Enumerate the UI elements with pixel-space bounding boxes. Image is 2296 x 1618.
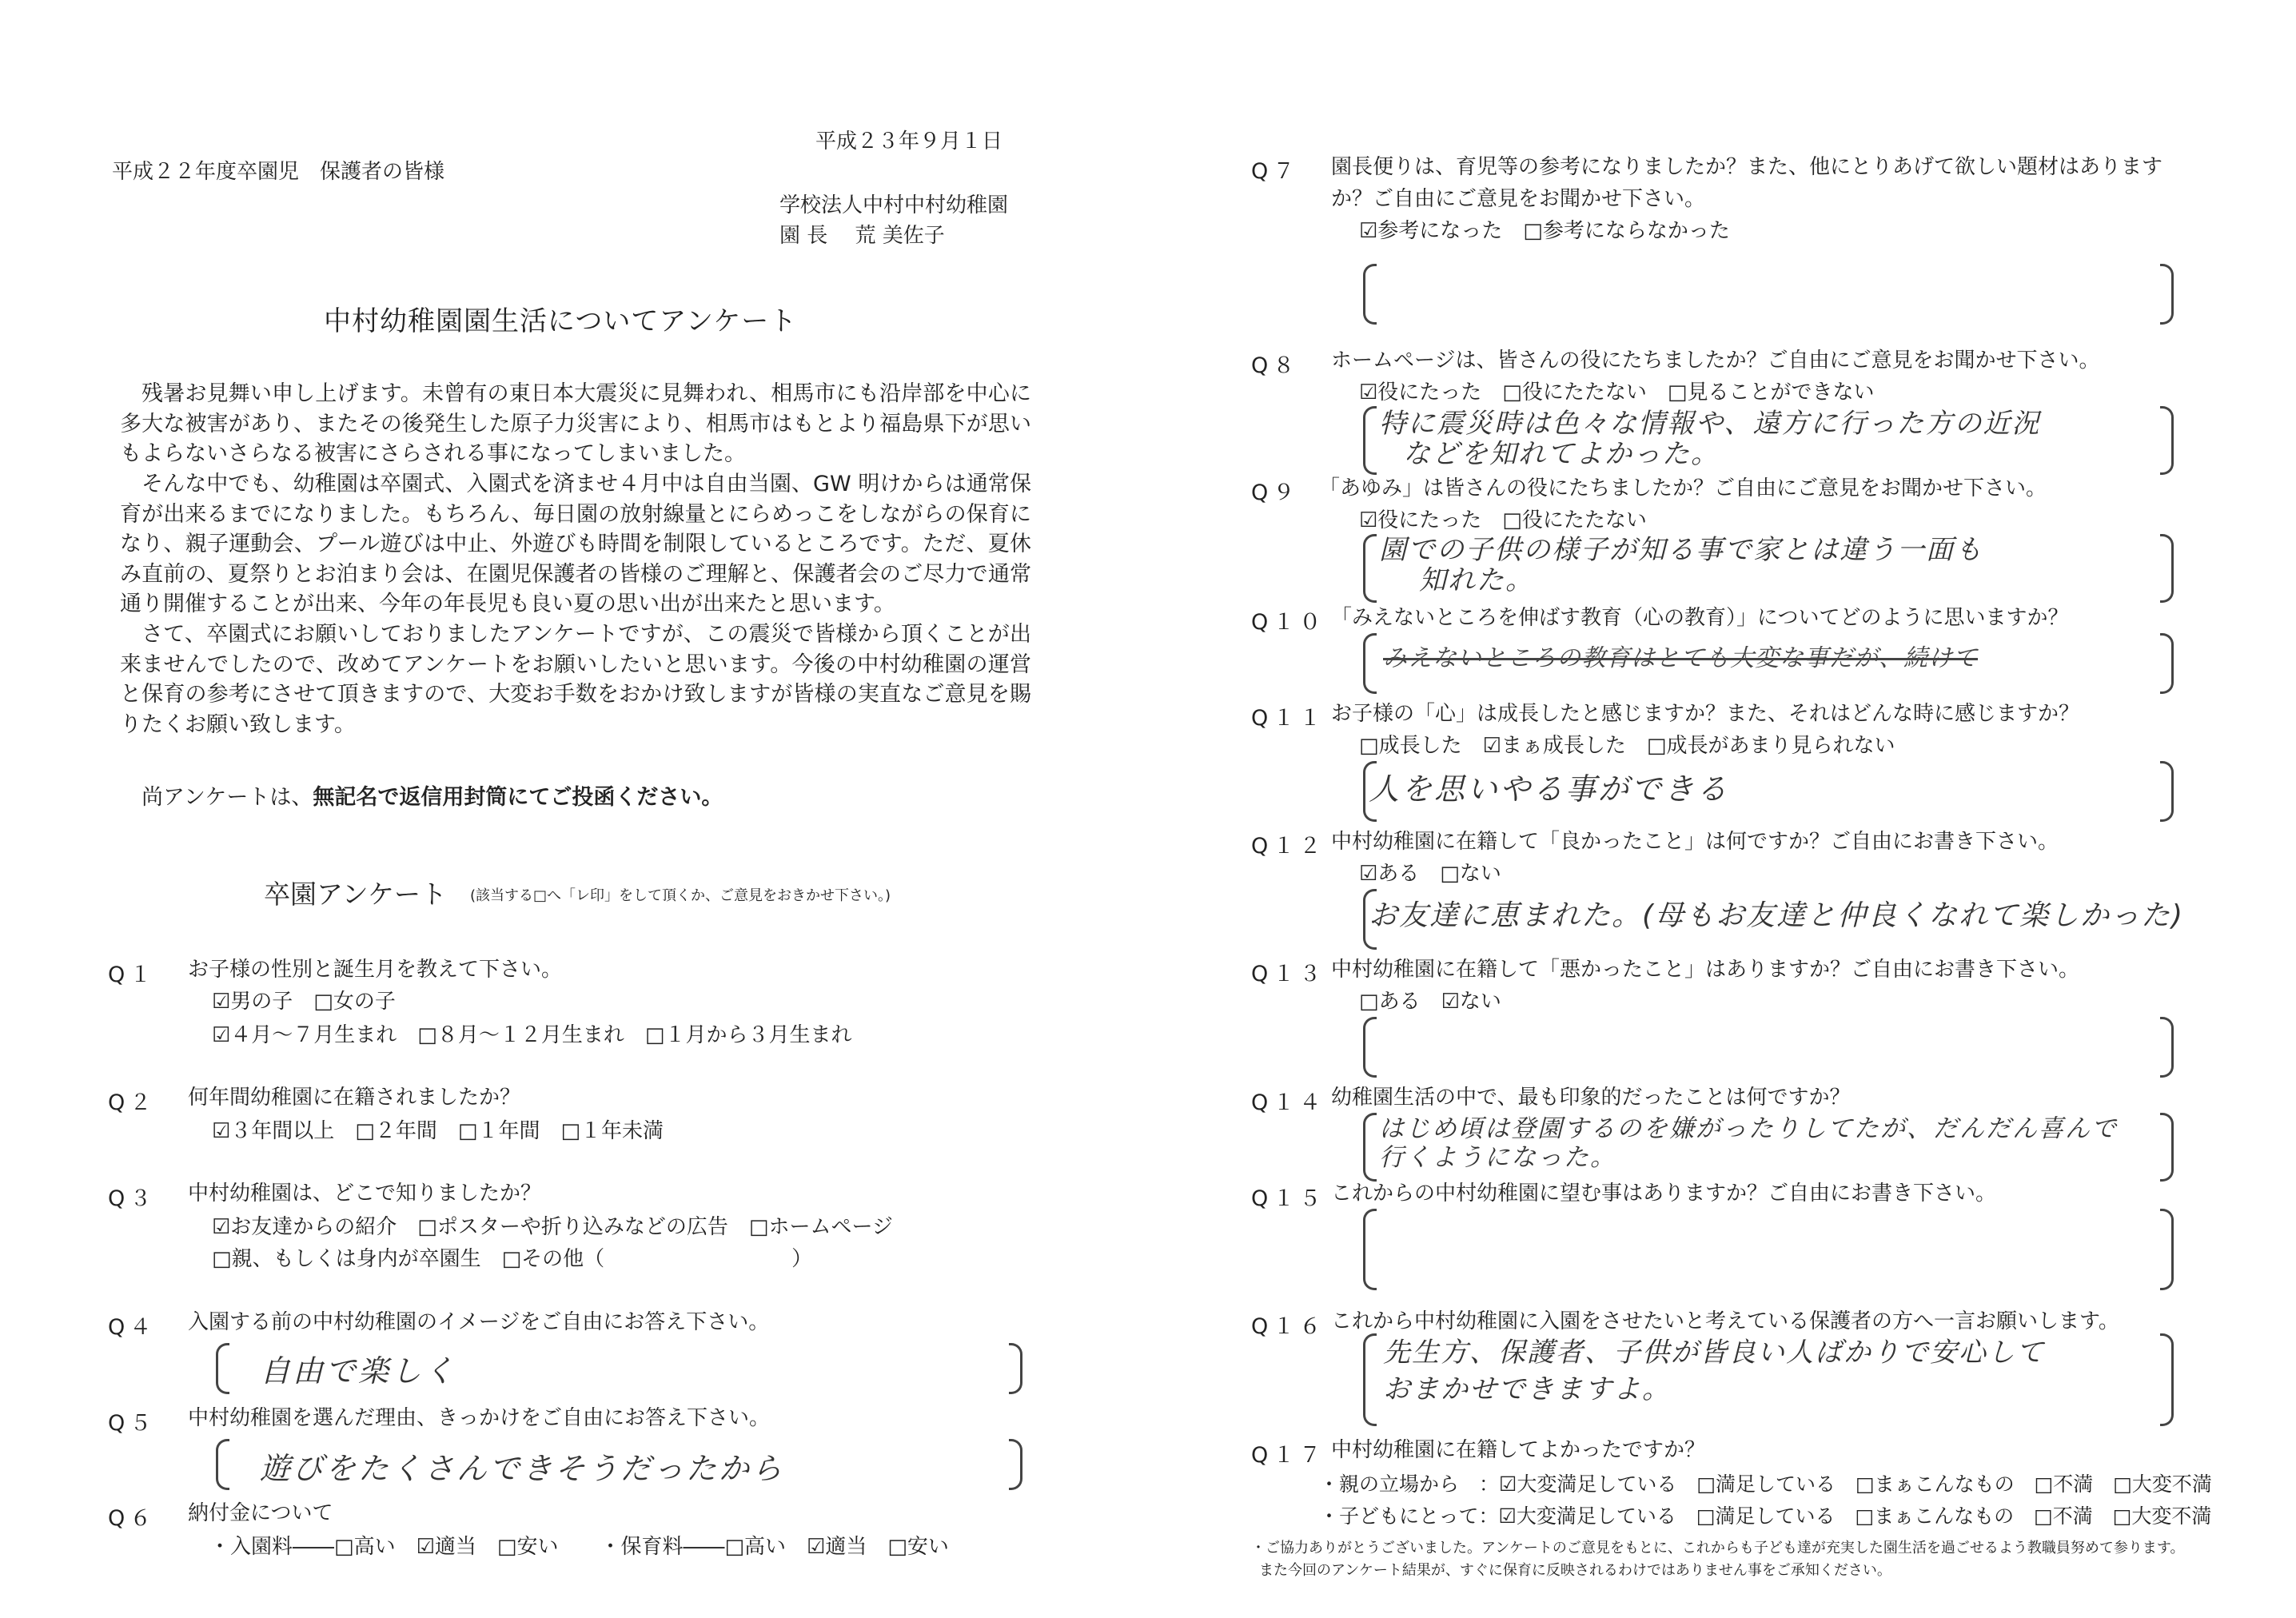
- q10-answer-struck[interactable]: みえないところの教育はとても大変な事だが、続けて: [1383, 644, 1978, 672]
- q17-options-child[interactable]: ・子どもにとって：☑大変満足している □満足している □まぁこんなもの □不満 □大変不満: [1319, 1504, 2212, 1528]
- q11-question: お子様の「心」は成長したと感じますか？また、それはどんな時に感じますか？: [1331, 702, 2080, 726]
- q16-answer-bracket-right: [2160, 1333, 2174, 1426]
- organization-name: 学校法人中村中村幼稚園: [779, 193, 1009, 217]
- q7-number: Q７: [1251, 159, 1300, 184]
- section-note: (該当する□へ「レ印」をして頂くか、ご意見をおきかせ下さい。): [470, 887, 891, 904]
- q3-number: Q３: [108, 1186, 157, 1211]
- q4-question: 入園する前の中村幼稚園のイメージをご自由にお答え下さい。: [188, 1310, 770, 1334]
- q10-answer-bracket-right: [2160, 633, 2174, 694]
- q8-answer-line2[interactable]: などを知れてよかった。: [1403, 438, 1720, 470]
- q15-answer-bracket-left: [1363, 1209, 1377, 1290]
- q9-answer-line2[interactable]: 知れた。: [1419, 564, 1534, 596]
- q13-options[interactable]: □ある ☑ない: [1359, 990, 1501, 1014]
- q16-number: Q１６: [1251, 1314, 1326, 1339]
- addressee: 平成２２年度卒園児 保護者の皆様: [112, 160, 445, 184]
- q7-answer-bracket-left: [1363, 264, 1377, 325]
- q8-number: Q８: [1251, 353, 1300, 378]
- q11-answer-bracket-right: [2160, 761, 2174, 822]
- intro-note: 尚アンケートは、: [142, 785, 313, 810]
- q5-number: Q５: [108, 1411, 157, 1436]
- q13-answer-bracket-right: [2160, 1017, 2174, 1078]
- q5-answer[interactable]: 遊びをたくさんできそうだったから: [260, 1451, 785, 1486]
- q2-question: 何年間幼稚園に在籍されましたか？: [188, 1086, 521, 1110]
- q14-answer-line2[interactable]: 行くようになった。: [1379, 1143, 1616, 1172]
- q12-question: 中村幼稚園に在籍して「良かったこと」は何ですか？ご自由にお書き下さい。: [1331, 830, 2059, 854]
- q1-options-birth-month[interactable]: ☑４月～７月生まれ □８月～１２月生まれ □１月から３月生まれ: [212, 1023, 852, 1047]
- q2-number: Q２: [108, 1090, 157, 1115]
- intro-note-bold: 無記名で返信用封筒にてご投函ください。: [313, 785, 723, 810]
- q10-question: 「みえないところを伸ばす教育（心の教育）」についてどのように思いますか？: [1331, 606, 2069, 630]
- q6-options[interactable]: ・入園料――□高い ☑適当 □安い ・保育料――□高い ☑適当 □安い: [209, 1535, 949, 1559]
- intro-paragraph-2: そんな中でも、幼稚園は卒園式、入園式を済ませ４月中は自由当園、GW 明けからは通常保育が出来るまでになりました。もちろん、毎日園の放射線量とにらめっこをしながらの保育になり、親子運動会、プール遊びは中止、外遊びも時間を制限しているところです。ただ、夏休み直前の、夏祭りとお泊まり会は、在園児保護者の皆様のご理解と、保護者会のご尽力で通常通り開催することが出来、今年の年長児も良い夏の思い出が出来たと思います。: [120, 472, 1031, 617]
- q10-number: Q１０: [1251, 610, 1326, 635]
- q14-number: Q１４: [1251, 1090, 1326, 1115]
- q9-question: 「あゆみ」は皆さんの役にたちましたか？ご自由にご意見をお聞かせ下さい。: [1319, 476, 2047, 500]
- q5-answer-bracket-left: [216, 1439, 229, 1490]
- section-title: 卒園アンケート: [264, 879, 448, 910]
- q9-number: Q９: [1251, 480, 1300, 505]
- footer-note: また今回のアンケート結果が、すぐに保育に反映されるわけではありません事をご承知ください。: [1259, 1562, 1891, 1579]
- q8-answer-bracket-right: [2160, 406, 2174, 475]
- q3-options-2[interactable]: □親、もしくは身内が卒園生 □その他（ ）: [212, 1247, 813, 1271]
- q1-options-gender[interactable]: ☑男の子 □女の子: [212, 990, 396, 1014]
- page-title: 中村幼稚園園生活についてアンケート: [324, 305, 798, 337]
- q3-question: 中村幼稚園は、どこで知りましたか？: [188, 1182, 542, 1206]
- q13-answer-bracket-left: [1363, 1017, 1377, 1078]
- q6-question: 納付金について: [188, 1501, 333, 1525]
- q13-number: Q１３: [1251, 962, 1326, 986]
- q9-answer-bracket-left: [1363, 534, 1377, 603]
- intro-paragraph-1: 残暑お見舞い申し上げます。未曾有の東日本大震災に見舞われ、相馬市にも沿岸部を中心に多大な被害があり、またその後発生した原子力災害により、相馬市はもとより福島県下が思いもよらないさらなる被害にさらされる事になってしまいました。: [120, 381, 1031, 467]
- q4-answer[interactable]: 自由で楽しく: [260, 1353, 457, 1389]
- q14-answer-line1[interactable]: はじめ頃は登園するのを嫌がったりしてたが、だんだん喜んで: [1379, 1114, 2118, 1143]
- q17-options-parent[interactable]: ・親の立場から ：☑大変満足している □満足している □まぁこんなもの □不満 □大変不満: [1319, 1473, 2212, 1496]
- principal-name: 園 長 荒 美佐子: [779, 224, 945, 248]
- q4-number: Q４: [108, 1315, 157, 1340]
- q4-answer-bracket-left: [216, 1343, 229, 1394]
- intro-paragraph-3: さて、卒園式にお願いしておりましたアンケートですが、この震災で皆様から頂くことが出来ませんでしたので、改めてアンケートをお願いしたいと思います。今後の中村幼稚園の運営と保育の参考にさせて頂きますので、大変お手数をおかけ致しますが皆様の実直なご意見を賜りたくお願い致します。: [120, 622, 1031, 737]
- q8-options[interactable]: ☑役にたった □役にたたない □見ることができない: [1359, 381, 1875, 404]
- q8-question: ホームページは、皆さんの役にたちましたか？ご自由にご意見をお聞かせ下さい。: [1331, 349, 2100, 373]
- q11-answer[interactable]: 人を思いやる事ができる: [1369, 771, 1730, 807]
- q6-number: Q６: [108, 1506, 157, 1531]
- q14-question: 幼稚園生活の中で、最も印象的だったことは何ですか？: [1331, 1086, 1851, 1110]
- q17-number: Q１７: [1251, 1443, 1326, 1468]
- q11-number: Q１１: [1251, 706, 1326, 731]
- q4-answer-bracket-right: [1009, 1343, 1022, 1394]
- q16-answer-line1[interactable]: 先生方、保護者、子供が皆良い人ばかりで安心して: [1383, 1337, 2045, 1369]
- q7-question-line2: か？ご自由にご意見をお聞かせ下さい。: [1331, 187, 1706, 211]
- q8-answer-line1[interactable]: 特に震災時は色々な情報や、遠方に行った方の近況: [1379, 408, 2041, 440]
- q13-question: 中村幼稚園に在籍して「悪かったこと」はありますか？ご自由にお書き下さい。: [1331, 958, 2080, 982]
- survey-date: 平成２３年９月１日: [815, 130, 1003, 153]
- q7-question-line1: 園長便りは、育児等の参考になりましたか？また、他にとりあげて欲しい題材はあります: [1331, 155, 2163, 179]
- q9-answer-line1[interactable]: 園での子供の様子が知る事で家とは違う一面も: [1379, 534, 1983, 566]
- q11-options[interactable]: □成長した ☑まぁ成長した □成長があまり見られない: [1359, 734, 1895, 758]
- q16-question: これから中村幼稚園に入園をさせたいと考えている保護者の方へ一言お願いします。: [1331, 1309, 2119, 1333]
- q5-question: 中村幼稚園を選んだ理由、きっかけをご自由にお答え下さい。: [188, 1406, 771, 1430]
- q12-answer[interactable]: お友達に恵まれた。(母もお友達と仲良くなれて楽しかった): [1369, 899, 2185, 932]
- q16-answer-line2[interactable]: おまかせできますよ。: [1383, 1373, 1671, 1405]
- q2-options[interactable]: ☑３年間以上 □２年間 □１年間 □１年未満: [212, 1119, 664, 1143]
- q12-options[interactable]: ☑ある □ない: [1359, 862, 1501, 886]
- q5-answer-bracket-right: [1009, 1439, 1022, 1490]
- q17-question: 中村幼稚園に在籍してよかったですか？: [1331, 1438, 1706, 1462]
- q14-answer-bracket-right: [2160, 1113, 2174, 1182]
- q10-answer-bracket-left: [1363, 633, 1377, 694]
- q15-question: これからの中村幼稚園に望む事はありますか？ご自由にお書き下さい。: [1331, 1182, 1997, 1206]
- q9-options[interactable]: ☑役にたった □役にたたない: [1359, 508, 1647, 532]
- q3-options-1[interactable]: ☑お友達からの紹介 □ポスターや折り込みなどの広告 □ホームページ: [212, 1215, 893, 1239]
- q8-answer-bracket-left: [1363, 406, 1377, 475]
- q7-answer-bracket-right: [2160, 264, 2174, 325]
- intro-paragraph-4: [142, 779, 723, 811]
- q16-answer-bracket-left: [1363, 1333, 1377, 1426]
- q15-number: Q１５: [1251, 1186, 1326, 1211]
- footer-thanks: ・ご協力ありがとうございました。アンケートのご意見をもとに、これからも子ども達が充実した園生活を過ごせるよう教職員努めて参ります。: [1251, 1540, 2185, 1556]
- q1-number: Q１: [108, 962, 157, 987]
- q12-number: Q１２: [1251, 834, 1326, 859]
- q15-answer-bracket-right: [2160, 1209, 2174, 1290]
- q7-options[interactable]: ☑参考になった □参考にならなかった: [1359, 219, 1730, 243]
- q1-question: お子様の性別と誕生月を教えて下さい。: [188, 958, 563, 982]
- q9-answer-bracket-right: [2160, 534, 2174, 603]
- q14-answer-bracket-left: [1363, 1113, 1377, 1182]
